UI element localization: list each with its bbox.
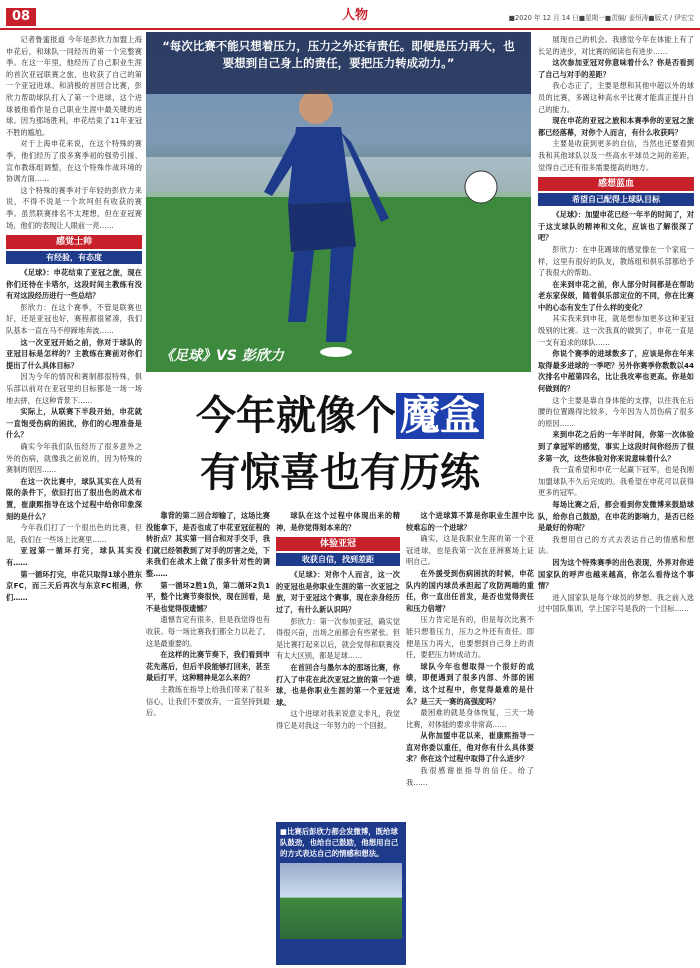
question: 来到申花之后的一年半时间，你第一次体验到了拿冠军的感觉，事实上这段时间你经历了很多第一次，这些体验对你来说意味着什么？	[538, 430, 694, 463]
pull-quote: “每次比赛不能只想着压力，压力之外还有责任。即便是压力再大，也要想到自己身上的责任，要把压力转成动力。”	[146, 32, 531, 94]
section-title: 人物	[341, 8, 368, 23]
answer: 其实我来到申花，就是想参加更多这种亚冠级别的比赛。这一次我真的做到了，申花一直是一支有追求的球队……	[538, 314, 694, 347]
answer: 进入国家队是每个球员的梦想。我之前入选过中国队集训，学上国字号是我的一个目标……	[538, 592, 694, 614]
answer: 彭欣力：在这个赛季，不管是联赛也好，还是亚冠也好，赛程都很紧凑，我们队基本一直在马不停蹄地奔波……	[6, 302, 142, 336]
question: 球队今年也想取得一个很好的成绩，即便遇到了很多内部、外部的困难，这个过程中，你觉得最难的是什么？是三天一赛的高强度吗？	[406, 661, 534, 706]
question: 这一次亚冠开始之前，你对于球队的亚冠目标是怎样的？主教练在赛前对你们提出了什么具体目标？	[6, 337, 142, 370]
question: 在外援受到伤病困扰的时候，申花队内的国内球员承担起了攻防两端的重任，你一直出任首发，是否也觉得责任和压力倍增？	[406, 568, 534, 613]
middle-column-1	[146, 510, 270, 965]
headline-text: 今年就像个	[196, 393, 396, 439]
answer: 我很感谢崔指导的信任。给了我……	[406, 766, 534, 787]
question: 每场比赛之后，都会看到你发微博来鼓励球队，给你自己鼓励，在申花的影响力，是否已经是最好的你呢？	[538, 499, 694, 533]
question: 因为这个特殊赛季的出色表现，外界对你进国家队的呼声也越来越高，你怎么看待这个事情？	[538, 557, 694, 591]
inset-photo-box	[276, 822, 406, 965]
headline-line-2: 有惊喜也有历练	[200, 450, 480, 496]
question: 球队在这个过程中体现出来的精神，是你觉得刻本来的？	[276, 511, 400, 532]
question: 《足球》：加盟申花已经一年半的时间了，对于这支球队的精神和文化，应该也了解很深了吧？	[538, 210, 694, 243]
answer: 最困难的就是身体恢复，三天一场比赛，对体能的要求非常高……	[406, 708, 534, 729]
question: 在来到申花之前，你人部分时间都是在帮助老东家保级，随着俱乐部定位的不同，你在比赛中的心态有发生了什么样的变化？	[538, 279, 694, 312]
team-photo	[280, 863, 402, 939]
section-header: 感想蓝血	[538, 177, 694, 191]
question: 在首回合与墨尔本的那场比赛，你打入了申花在此次亚冠之旅的第一个进球，也是你职业生涯的第一个亚冠进球。	[276, 662, 400, 707]
question: 你说个赛季的进球数多了，应该是你在年来取得最多进球的一季吧？另外你赛季你数数以44次排名中超第四名，比让我攻率也更高。你是如何做到的？	[538, 349, 694, 394]
answer: 因为今年的情况和赛制都很特殊，俱乐部以前对在亚冠里的目标都是一场一场地去拼，在这种背景下……	[6, 372, 142, 405]
answer: 这个主要是靠自身体能的支撑，以往我在后腰的位置踢得比较多，今年因为人员伤病了很多的原因……	[538, 395, 694, 428]
question: 《足球》：对你个人而言，这一次的亚冠也是你职业生涯的第一次亚冠之旅，对于亚冠这个赛事，现在亲身经历过了，有什么新认识吗？	[276, 570, 400, 614]
left-column	[6, 34, 142, 964]
question: 亚冠第一循环打完，球队其实没有……	[6, 546, 142, 567]
body-paragraph: 这个特殊的赛季对于年轻的彭欣力来说，不得不说是一个坎坷但有收获的赛季。虽然联赛排名不太理想，但在亚冠赛场，他们的表现让人眼前一亮……	[6, 185, 142, 230]
section-header: 感觉士帅	[6, 235, 142, 249]
question: 在这一次比赛中，球队其实在人员有限的条件下，依旧打出了很出色的战术布置，崔康熙指导在这个过程中给你印象深刻的是什么？	[6, 476, 142, 521]
answer: 这个进球对我来说意义非凡，我觉得它是对我这一年努力的一个回报。	[276, 709, 400, 730]
headline-highlight: 魔盒	[396, 393, 484, 439]
section-subheader: 希望自己配得上球队目标	[538, 193, 694, 206]
right-column	[538, 34, 694, 964]
answer-lead: 靠背的第二回合却输了，这场比赛没能拿下，是否也成了申花亚冠征程的转折点？其实第一回合和对手交手，我们就已经领教到了对手的厉害之处，下来我们在战术上做了很多针对性的调整……	[146, 511, 270, 578]
answer: 我想用自己的方式去表达自己的情感和想法。	[538, 534, 694, 556]
question: 这次参加亚冠对你意味着什么？你是否看到了自己与对手的差距？	[538, 58, 694, 79]
dateline: ■2020 年 12 月 14 日■星期一■责编/ 姜恒涛■版式 / 伊宏宝	[508, 14, 694, 22]
inset-caption: ■比赛后彭欣力都会发微博，既给球队鼓劲，也给自己鼓励，他想用自己的方式表达自己的情感和想法。	[280, 827, 399, 858]
question: 在这样的比赛节奏下，我们看到申花先落后，但后半段能够打回来，甚至最后打平，这种精神是怎么来的？	[146, 650, 270, 683]
section-subheader: 收获自信，找到差距	[276, 553, 400, 566]
answer: 彭欣力：在申花踢球的感觉像在一个家庭一样，这里有很好的队友，教练组和俱乐部都给予了我很大的帮助。	[538, 244, 694, 278]
answer: 主要是收获到更多的自信，当然也还要看到我和其他球队以及一些高水平球员之间的差距，觉得自己还有很多需要提高的地方。	[538, 139, 694, 172]
question: 从你加盟申花以来，崔康熙指导一直对你委以重任，他对你有什么具体要求？你在这个过程中取得了什么进步？	[406, 731, 534, 764]
answer: 展现自己的机会。我感觉今年在体能上有了长足的进步，对比赛的阅读也有进步……	[538, 35, 694, 56]
question: 实际上，从联赛下半段开始，申花就一直饱受伤病的困扰，你们的心理准备是什么？	[6, 407, 142, 440]
answer: 我心态正了，主要是想和其他中超以外的球员的比赛，多踢这种高水平比赛才能真正提升自己的能力。	[538, 81, 694, 114]
question: 这个进球算不算是你职业生涯中比较难忘的一个进球？	[406, 511, 534, 532]
answer: 确实今年我们队伍经历了很多意外之外的伤病，就像我之前说的，因为特殊的赛制的原因……	[6, 442, 142, 475]
question: 《足球》：申花结束了亚冠之旅，现在你们还待在卡塔尔，这段时间主教练有没有对这段经历进行一些总结？	[6, 268, 142, 301]
answer: 遗憾肯定有很多，但是我觉得也有收获。每一场比赛我们都全力以赴了，这是最重要的。	[146, 615, 270, 648]
middle-column-3	[406, 510, 534, 965]
answer: 彭欣力：第一次参加亚冠，确实觉得很兴奋，出场之前都会有些紧张。但是比赛打起来以后，就会觉得和联赛没有太大区别，都是足球……	[276, 616, 400, 661]
answer: 确实，这是我职业生涯的第一个亚冠进球，也是我第一次在亚洲赛场上证明自己。	[406, 534, 534, 567]
answer: 压力肯定是有的，但是每次比赛不能只想着压力，压力之外还有责任。即便是压力再大，也要想到自己身上的责任，要把压力转成动力。	[406, 615, 534, 660]
answer: 主教练在指导上给我们带来了很多信心，让我们不要放弃，一直坚持到最后。	[146, 684, 270, 718]
question: 第一循环打完，申花只取得1球小胜东京FC，而三天后再次与东京FC相遇，你们……	[6, 569, 142, 602]
question: 现在申花的亚冠之旅和本赛季你的亚冠之旅都已经落幕，对你个人而言，有什么收获吗？	[538, 116, 694, 137]
lead-paragraph: 记者鲁蜜报道 今年是彭欣力加盟上海申花后，和球队一同经历的第一个完整赛季。在这一年里，他经历了自己职业生涯的首次亚冠联赛之旅，也收获了自己的第一个亚冠进球。和消极的首回合比赛，彭欣力帮助球队打入了第一个进球，这个进球被他看作是自己职业生涯中最关键的进球。因为那场胜利，申花结束了11年亚冠不胜的尴尬。	[6, 35, 142, 137]
answer: 我一直希望和申花一起赢下冠军，也是我刚加盟球队不久后完成的。我希望在申花可以获得更多的冠军。	[538, 465, 694, 498]
body-paragraph: 对于上海申花来说，在这个特殊的赛季，他们经历了很多赛季初的强势引援、宣布教练组调整，在这个特殊作战环境的协调方面……	[6, 139, 142, 184]
question: 第一循环2胜1负，第二循环2负1平，整个比赛节奏很快，现在回看，是不是也觉得很遗憾？	[146, 580, 270, 613]
section-header: 体验亚冠	[276, 537, 400, 551]
headline-line-1	[140, 388, 540, 444]
page-number: 08	[6, 8, 36, 26]
answer: 今年我们打了一个很出色的比赛，但是，我们在一些场上比赛里……	[6, 523, 142, 544]
interview-title: 《足球》VS 彭欣力	[160, 348, 284, 364]
section-subheader: 有经验，有态度	[6, 251, 142, 264]
